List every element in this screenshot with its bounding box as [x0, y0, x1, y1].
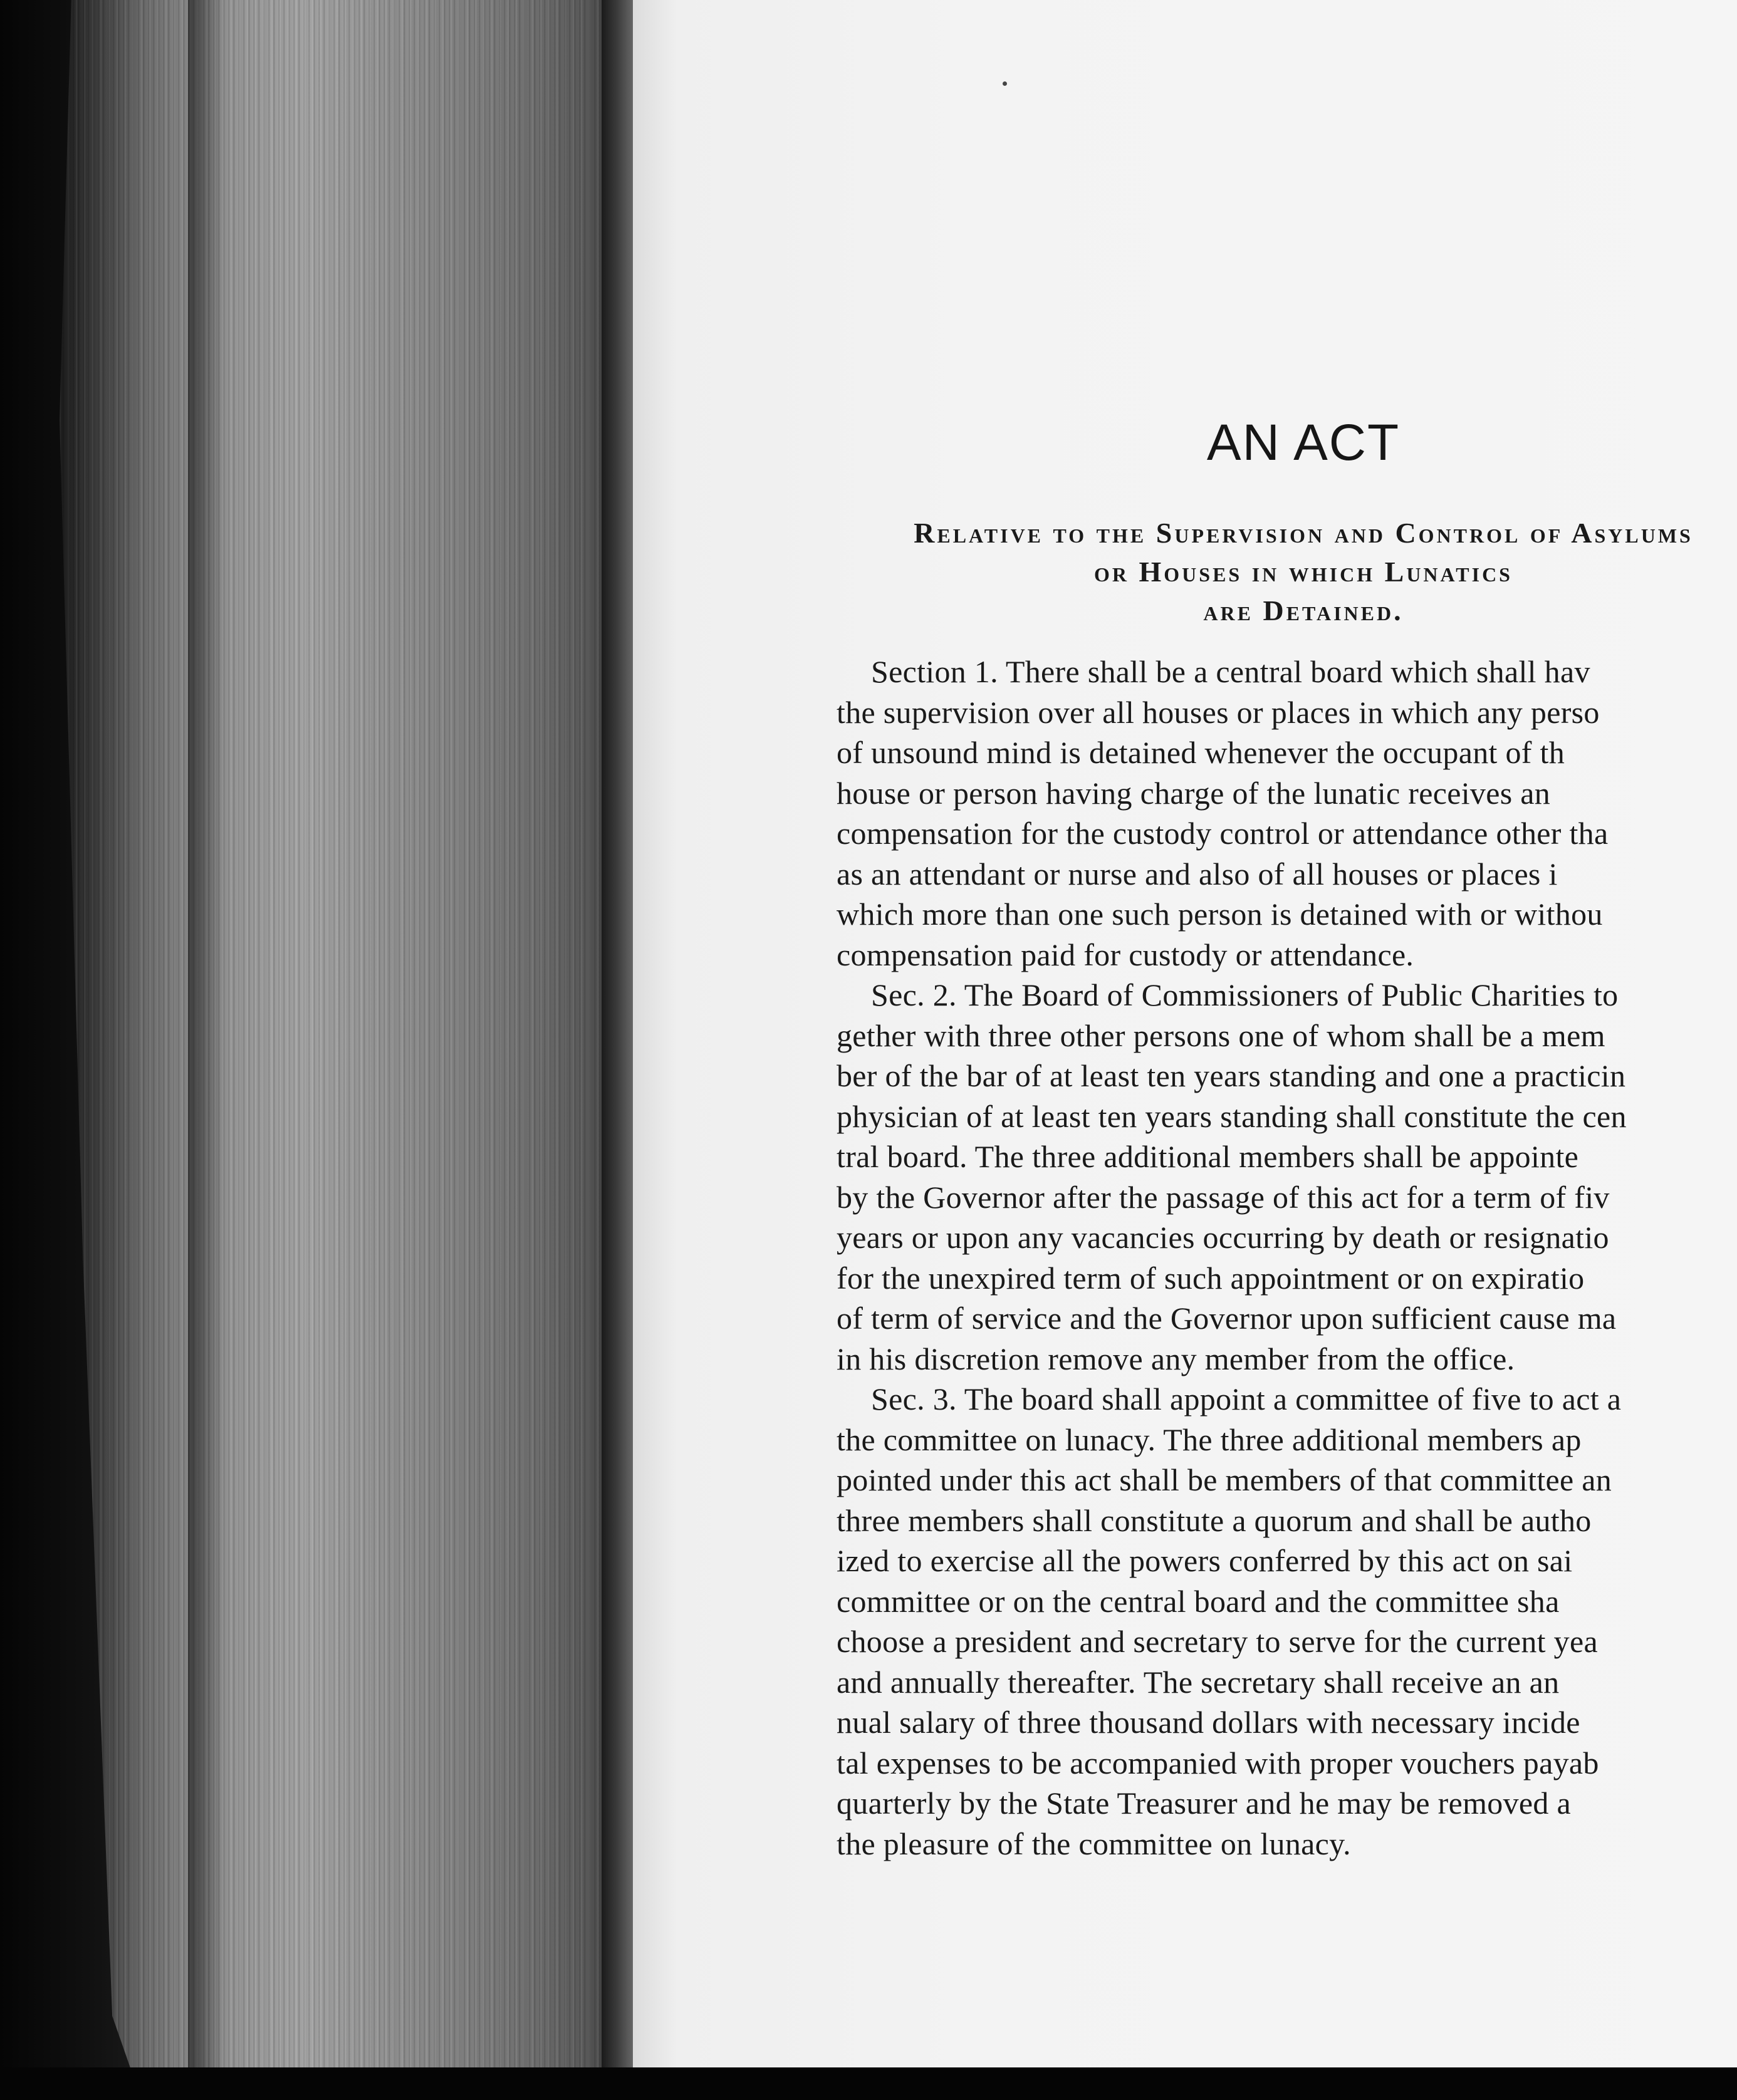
- body-line: which more than one such person is detained with or withou: [837, 897, 1603, 932]
- body-line: compensation for the custody control or attendance other tha: [837, 816, 1609, 851]
- subtitle-line: Relative to the Supervision and Control of Asylums: [914, 517, 1693, 549]
- section-first-line: Sec. 2. The Board of Commissioners of Public Charities to: [871, 977, 1619, 1012]
- section-first-line: Section 1. There shall be a central board which shall hav: [871, 654, 1590, 689]
- section-first-line: Sec. 3. The board shall appoint a committee of five to act a: [871, 1381, 1622, 1416]
- subtitle-line: or Houses in which Lunatics: [1094, 556, 1513, 588]
- act-body-text: [837, 652, 1737, 1864]
- body-line: compensation paid for custody or attendance.: [837, 937, 1414, 972]
- body-line: house or person having charge of the lunatic receives an: [837, 775, 1551, 811]
- body-line: ized to exercise all the powers conferred by this act on sai: [837, 1543, 1573, 1578]
- body-line: for the unexpired term of such appointment or on expiratio: [837, 1260, 1585, 1296]
- act-title: AN ACT: [1206, 414, 1401, 471]
- body-line: as an attendant or nurse and also of all houses or places i: [837, 856, 1558, 891]
- body-line: tral board. The three additional members shall be appointe: [837, 1139, 1579, 1174]
- act-subtitle: [815, 514, 1737, 630]
- body-line: years or upon any vacancies occurring by death or resignatio: [837, 1220, 1609, 1255]
- book-page-edges: [60, 0, 645, 2100]
- body-line: the pleasure of the committee on lunacy.: [837, 1826, 1351, 1861]
- paper-speck: [1003, 81, 1007, 86]
- body-line: three members shall constitute a quorum and shall be autho: [837, 1502, 1592, 1538]
- body-line: and annually thereafter. The secretary shall receive an an: [837, 1664, 1560, 1700]
- body-line: committee or on the central board and the committee sha: [837, 1583, 1560, 1619]
- body-line: ber of the bar of at least ten years standing and one a practicin: [837, 1058, 1626, 1093]
- edge-shadow: [188, 0, 226, 2100]
- background-bottom: [0, 2067, 1737, 2100]
- body-line: of unsound mind is detained whenever the occupant of th: [837, 735, 1565, 770]
- body-line: the supervision over all houses or places in which any perso: [837, 694, 1600, 730]
- body-line: gether with three other persons one of whom shall be a mem: [837, 1017, 1605, 1053]
- subtitle-line: are Detained.: [1203, 595, 1404, 626]
- body-line: nual salary of three thousand dollars with necessary incide: [837, 1705, 1580, 1740]
- body-line: by the Governor after the passage of this act for a term of fiv: [837, 1179, 1610, 1215]
- body-line: of term of service and the Governor upon sufficient cause ma: [837, 1301, 1617, 1336]
- body-line: in his discretion remove any member from the office.: [837, 1341, 1515, 1376]
- body-line: tal expenses to be accompanied with proper vouchers payab: [837, 1745, 1599, 1780]
- body-line: the committee on lunacy. The three additional members ap: [837, 1422, 1582, 1457]
- body-line: choose a president and secretary to serve for the current yea: [837, 1624, 1598, 1659]
- body-line: pointed under this act shall be members of that committee an: [837, 1462, 1612, 1497]
- body-line: physician of at least ten years standing shall constitute the cen: [837, 1098, 1627, 1134]
- body-line: quarterly by the State Treasurer and he may be removed a: [837, 1786, 1571, 1821]
